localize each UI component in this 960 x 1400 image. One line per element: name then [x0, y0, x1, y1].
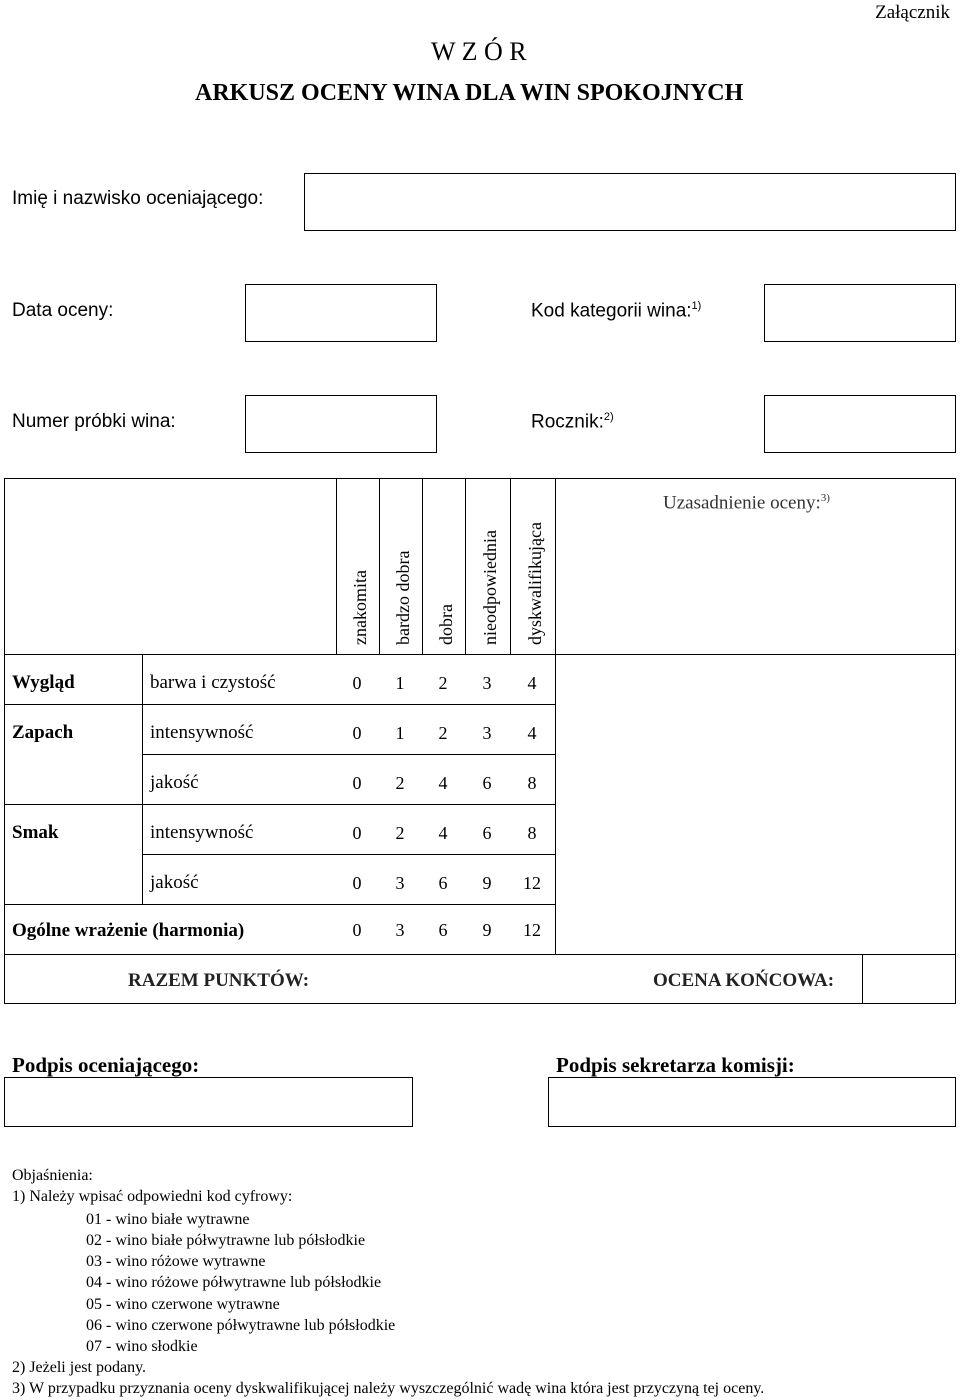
score-option[interactable]: 8 [527, 823, 537, 843]
score-option[interactable]: 2 [438, 723, 448, 743]
group-appearance: Wygląd [12, 672, 75, 693]
score-option[interactable]: 4 [527, 723, 537, 743]
assessor-signature-field[interactable] [4, 1077, 413, 1127]
template-label: W Z Ó R [431, 37, 527, 66]
secretary-signature-field[interactable] [548, 1077, 956, 1127]
note-1: 1) Należy wpisać odpowiedni kod cyfrowy: [12, 1188, 293, 1205]
rating-header-good: dobra [436, 604, 456, 645]
score-option[interactable]: 4 [438, 823, 448, 843]
vintage-field[interactable] [764, 395, 956, 453]
score-option[interactable]: 12 [523, 920, 541, 940]
assessor-name-label: Imię i nazwisko oceniającego: [12, 188, 264, 209]
score-option[interactable]: 9 [482, 873, 492, 893]
assessor-signature-label: Podpis oceniającego: [12, 1053, 200, 1077]
criterion-taste-quality: jakość [150, 872, 199, 893]
final-grade-label: OCENA KOŃCOWA: [653, 970, 835, 991]
assessment-date-field[interactable] [245, 284, 437, 342]
page-title: ARKUSZ OCENY WINA DLA WIN SPOKOJNYCH [195, 80, 744, 106]
score-option[interactable]: 6 [482, 773, 492, 793]
group-overall-impression: Ogólne wrażenie (harmonia) [12, 920, 245, 941]
final-grade-field[interactable] [864, 956, 954, 1002]
code-item: 06 - wino czerwone półwytrawne lub półsłodkie [86, 1317, 396, 1334]
score-option[interactable]: 1 [395, 723, 405, 743]
score-option[interactable]: 6 [438, 873, 448, 893]
criterion-aroma-quality: jakość [150, 772, 199, 793]
rating-header-disqualifying: dyskwalifikująca [525, 522, 545, 645]
code-item: 04 - wino różowe półwytrawne lub półsłodkie [86, 1274, 382, 1291]
score-option[interactable]: 0 [352, 823, 362, 843]
code-item: 01 - wino białe wytrawne [86, 1211, 250, 1228]
assessment-date-label: Data oceny: [12, 300, 114, 321]
score-option[interactable]: 0 [352, 723, 362, 743]
score-option[interactable]: 2 [395, 773, 405, 793]
note-3: 3) W przypadku przyznania oceny dyskwalifikującej należy wyszczególnić wadę wina która jest przyczyną tej oceny. [12, 1380, 765, 1397]
score-option[interactable]: 2 [438, 673, 448, 693]
code-item: 03 - wino różowe wytrawne [86, 1253, 266, 1270]
code-item: 07 - wino słodkie [86, 1338, 198, 1355]
code-item: 02 - wino białe półwytrawne lub półsłodkie [86, 1232, 366, 1249]
total-points-field[interactable] [337, 956, 553, 1002]
secretary-signature-label: Podpis sekretarza komisji: [556, 1053, 795, 1077]
rating-header-very-good: bardzo dobra [393, 550, 413, 645]
score-option[interactable]: 9 [482, 920, 492, 940]
score-option[interactable]: 3 [482, 723, 492, 743]
criterion-color-clarity: barwa i czystość [150, 672, 276, 693]
score-option[interactable]: 0 [352, 773, 362, 793]
score-option[interactable]: 1 [395, 673, 405, 693]
score-option[interactable]: 4 [438, 773, 448, 793]
category-code-field[interactable] [764, 284, 956, 342]
sample-number-field[interactable] [245, 395, 437, 453]
footnote-ref-2: 2) [603, 411, 614, 423]
score-option[interactable]: 6 [438, 920, 448, 940]
score-option[interactable]: 4 [527, 673, 537, 693]
criterion-taste-intensity: intensywność [150, 822, 254, 843]
justification-header: Uzasadnienie oceny:$^{3)}$ [663, 492, 830, 514]
sample-number-label: Numer próbki wina: [12, 411, 176, 432]
note-2: 2) Jeżeli jest podany. [12, 1359, 147, 1376]
score-option[interactable]: 3 [395, 873, 405, 893]
assessor-name-field[interactable] [304, 173, 956, 231]
category-code-label: Kod kategorii wina:$^{1)}$ [531, 300, 702, 322]
footnote-ref-1: 1) [691, 300, 702, 312]
score-option[interactable]: 8 [527, 773, 537, 793]
score-option[interactable]: 12 [523, 873, 541, 893]
score-option[interactable]: 3 [395, 920, 405, 940]
criterion-aroma-intensity: intensywność [150, 722, 254, 743]
vintage-label: Rocznik:$^{2)}$ [531, 411, 614, 433]
score-option[interactable]: 3 [482, 673, 492, 693]
score-option[interactable]: 6 [482, 823, 492, 843]
group-taste: Smak [12, 822, 59, 843]
group-aroma: Zapach [12, 722, 74, 743]
total-points-label: RAZEM PUNKTÓW: [128, 970, 310, 991]
code-item: 05 - wino czerwone wytrawne [86, 1296, 280, 1313]
score-option[interactable]: 0 [352, 873, 362, 893]
score-option[interactable]: 0 [352, 673, 362, 693]
footnote-ref-3: 3) [820, 492, 830, 504]
score-option[interactable]: 2 [395, 823, 405, 843]
annex-label: Załącznik [875, 2, 950, 23]
notes-heading: Objaśnienia: [12, 1167, 93, 1184]
rating-header-excellent: znakomita [350, 570, 370, 645]
score-option[interactable]: 0 [352, 920, 362, 940]
rating-header-inadequate: nieodpowiednia [480, 530, 500, 645]
